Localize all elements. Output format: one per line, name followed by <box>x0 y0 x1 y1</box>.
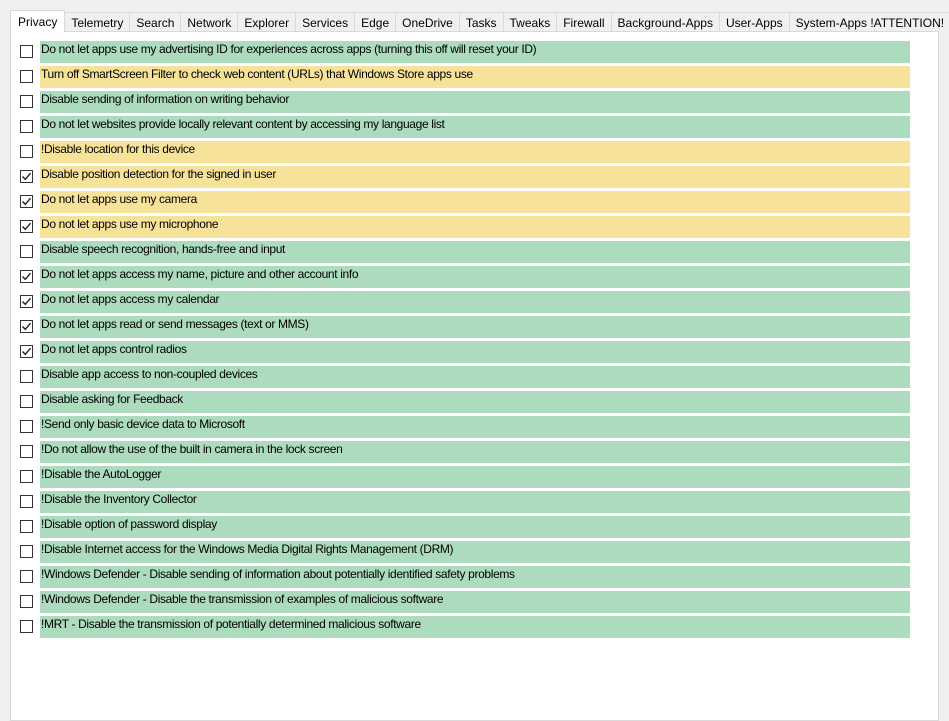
setting-checkbox[interactable] <box>20 470 33 483</box>
setting-row <box>11 341 940 366</box>
checkmark-icon <box>21 346 32 357</box>
setting-checkbox[interactable] <box>20 295 33 308</box>
setting-checkbox[interactable] <box>20 245 33 258</box>
setting-row <box>11 316 940 341</box>
setting-checkbox[interactable] <box>20 270 33 283</box>
setting-checkbox[interactable] <box>20 45 33 58</box>
setting-label[interactable]: Do not let apps read or send messages (text or MMS) <box>40 316 910 338</box>
setting-checkbox[interactable] <box>20 520 33 533</box>
setting-checkbox[interactable] <box>20 595 33 608</box>
setting-row <box>11 541 940 566</box>
setting-row <box>11 566 940 591</box>
setting-checkbox[interactable] <box>20 545 33 558</box>
setting-checkbox[interactable] <box>20 120 33 133</box>
setting-row <box>11 216 940 241</box>
setting-row <box>11 266 940 291</box>
setting-row <box>11 91 940 116</box>
setting-label[interactable]: Disable asking for Feedback <box>40 391 910 413</box>
setting-checkbox[interactable] <box>20 95 33 108</box>
setting-row <box>11 516 940 541</box>
setting-checkbox[interactable] <box>20 445 33 458</box>
tab-services[interactable]: Services <box>295 12 355 32</box>
setting-label[interactable]: Do not let apps control radios <box>40 341 910 363</box>
setting-label[interactable]: Disable position detection for the signed in user <box>40 166 910 188</box>
setting-label[interactable]: !MRT - Disable the transmission of potentially determined malicious software <box>40 616 910 638</box>
checkmark-icon <box>21 221 32 232</box>
tab-search[interactable]: Search <box>129 12 181 32</box>
setting-row <box>11 441 940 466</box>
setting-checkbox[interactable] <box>20 495 33 508</box>
setting-label[interactable]: !Disable Internet access for the Windows Media Digital Rights Management (DRM) <box>40 541 910 563</box>
setting-label[interactable]: !Disable location for this device <box>40 141 910 163</box>
setting-label[interactable]: Do not let websites provide locally relevant content by accessing my language list <box>40 116 910 138</box>
tab-tweaks[interactable]: Tweaks <box>503 12 558 32</box>
setting-row <box>11 466 940 491</box>
settings-list <box>11 41 940 641</box>
setting-checkbox[interactable] <box>20 620 33 633</box>
setting-label[interactable]: Do not let apps access my name, picture and other account info <box>40 266 910 288</box>
setting-checkbox[interactable] <box>20 370 33 383</box>
setting-row <box>11 591 940 616</box>
setting-row <box>11 291 940 316</box>
tab-strip <box>10 10 949 32</box>
setting-row <box>11 241 940 266</box>
setting-checkbox[interactable] <box>20 70 33 83</box>
tab-onedrive[interactable]: OneDrive <box>395 12 460 32</box>
setting-checkbox[interactable] <box>20 145 33 158</box>
tab-explorer[interactable]: Explorer <box>237 12 296 32</box>
setting-row <box>11 66 940 91</box>
setting-row <box>11 491 940 516</box>
privacy-tab-panel <box>10 31 939 721</box>
setting-label[interactable]: !Windows Defender - Disable sending of information about potentially identified safety problems <box>40 566 910 588</box>
setting-label[interactable]: !Windows Defender - Disable the transmission of examples of malicious software <box>40 591 910 613</box>
setting-label[interactable]: Disable speech recognition, hands-free and input <box>40 241 910 263</box>
setting-checkbox[interactable] <box>20 195 33 208</box>
checkmark-icon <box>21 321 32 332</box>
setting-label[interactable]: Do not let apps use my camera <box>40 191 910 213</box>
setting-label[interactable]: Disable app access to non-coupled devices <box>40 366 910 388</box>
setting-checkbox[interactable] <box>20 220 33 233</box>
checkmark-icon <box>21 271 32 282</box>
checkmark-icon <box>21 196 32 207</box>
setting-label[interactable]: !Disable the Inventory Collector <box>40 491 910 513</box>
setting-label[interactable]: Do not let apps access my calendar <box>40 291 910 313</box>
setting-row <box>11 166 940 191</box>
setting-checkbox[interactable] <box>20 420 33 433</box>
setting-label[interactable]: Turn off SmartScreen Filter to check web content (URLs) that Windows Store apps use <box>40 66 910 88</box>
tab-telemetry[interactable]: Telemetry <box>64 12 130 32</box>
tab-background-apps[interactable]: Background-Apps <box>611 12 720 32</box>
setting-checkbox[interactable] <box>20 170 33 183</box>
setting-label[interactable]: !Do not allow the use of the built in camera in the lock screen <box>40 441 910 463</box>
tab-edge[interactable]: Edge <box>354 12 396 32</box>
tab-privacy[interactable]: Privacy <box>10 10 65 32</box>
setting-row <box>11 366 940 391</box>
setting-row <box>11 116 940 141</box>
setting-label[interactable]: Disable sending of information on writing behavior <box>40 91 910 113</box>
tab-user-apps[interactable]: User-Apps <box>719 12 790 32</box>
setting-row <box>11 191 940 216</box>
setting-row <box>11 391 940 416</box>
setting-row <box>11 416 940 441</box>
tab-network[interactable]: Network <box>180 12 238 32</box>
setting-checkbox[interactable] <box>20 395 33 408</box>
tab-tasks[interactable]: Tasks <box>459 12 504 32</box>
setting-row <box>11 41 940 66</box>
setting-checkbox[interactable] <box>20 320 33 333</box>
checkmark-icon <box>21 171 32 182</box>
tab-firewall[interactable]: Firewall <box>556 12 611 32</box>
setting-row <box>11 616 940 641</box>
setting-row <box>11 141 940 166</box>
tab-system-apps-attention[interactable]: System-Apps !ATTENTION! <box>789 12 949 32</box>
setting-label[interactable]: Do not let apps use my advertising ID for experiences across apps (turning this off will reset your ID) <box>40 41 910 63</box>
setting-label[interactable]: Do not let apps use my microphone <box>40 216 910 238</box>
setting-label[interactable]: !Disable the AutoLogger <box>40 466 910 488</box>
setting-checkbox[interactable] <box>20 570 33 583</box>
setting-label[interactable]: !Disable option of password display <box>40 516 910 538</box>
setting-label[interactable]: !Send only basic device data to Microsoft <box>40 416 910 438</box>
setting-checkbox[interactable] <box>20 345 33 358</box>
checkmark-icon <box>21 296 32 307</box>
